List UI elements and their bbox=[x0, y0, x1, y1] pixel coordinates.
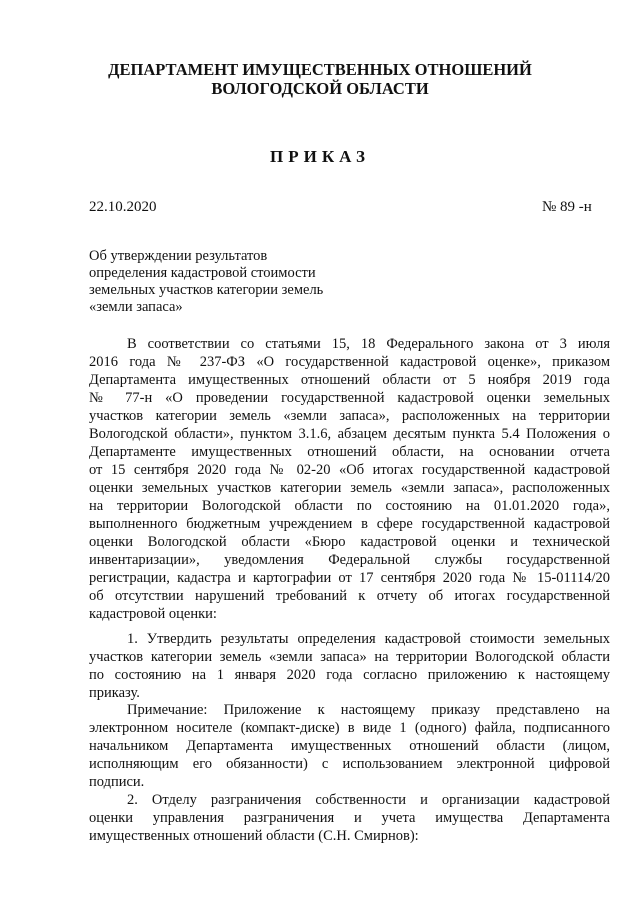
paragraph-line: выполненного бюджетным учреждением в сфере государственной кадастровой bbox=[89, 516, 610, 532]
paragraph-line: приказу. bbox=[89, 685, 140, 701]
paragraph-line: по состоянию на 1 января 2020 года согласно приложению к настоящему bbox=[89, 667, 610, 683]
paragraph-line: 1. Утвердить результаты определения кадастровой стоимости земельных bbox=[127, 631, 610, 647]
subject-line: Об утверждении результатов bbox=[89, 248, 268, 264]
paragraph-line: № 77-н «О проведении государственной кадастровой оценки земельных bbox=[89, 390, 610, 406]
paragraph-line: об отсутствии нарушений требований к отчету об итогах государственной bbox=[89, 588, 610, 604]
paragraph-line: В соответствии со статьями 15, 18 Федерального закона от 3 июля bbox=[127, 336, 610, 352]
paragraph-line: участков категории земель «земли запаса», расположенных на территории bbox=[89, 408, 610, 424]
subject-line: определения кадастровой стоимости bbox=[89, 265, 316, 281]
paragraph-line: начальником Департамента имущественных отношений области (лицом, bbox=[89, 738, 610, 754]
paragraph-line: на территории Вологодской области по состоянию на 01.01.2020 года», bbox=[89, 498, 610, 514]
organization-name-line1: ДЕПАРТАМЕНТ ИМУЩЕСТВЕННЫХ ОТНОШЕНИЙ bbox=[108, 60, 532, 79]
paragraph-line: инвентаризации», уведомления Федеральной службы государственной bbox=[89, 552, 610, 568]
paragraph-line: Департаменте имущественных отношений области, на основании отчета bbox=[89, 444, 610, 460]
order-number: № 89 -н bbox=[542, 199, 592, 215]
paragraph-line: Департамента имущественных отношений области от 5 ноября 2019 года bbox=[89, 372, 610, 388]
paragraph-line: оценки управления разграничения и учета имущества Департамента bbox=[89, 810, 610, 826]
subject-line: земельных участков категории земель bbox=[89, 282, 324, 298]
item-1-paragraph bbox=[89, 630, 610, 702]
paragraph-line: оценки земельных участков категории земель «земли запаса», расположенных bbox=[89, 480, 610, 496]
paragraph-line: подписи. bbox=[89, 774, 145, 790]
paragraph-line: регистрации, кадастра и картографии от 17 сентября 2020 года № 15-01114/20 bbox=[89, 570, 610, 586]
order-date: 22.10.2020 bbox=[89, 199, 157, 215]
paragraph-line: 2016 года № 237-ФЗ «О государственной кадастровой оценке», приказом bbox=[89, 354, 610, 370]
note-paragraph bbox=[89, 701, 610, 791]
paragraph-line: исполняющим его обязанности) с использованием электронной цифровой bbox=[89, 756, 610, 772]
paragraph-line: электронном носителе (компакт-диске) в виде 1 (одного) файла, подписанного bbox=[89, 720, 610, 736]
paragraph-line: Вологодской области», пунктом 3.1.6, абзацем десятым пункта 5.4 Положения о bbox=[89, 426, 610, 442]
paragraph-line: имущественных отношений области (С.Н. Смирнов): bbox=[89, 828, 419, 844]
preamble-paragraph bbox=[89, 335, 610, 623]
paragraph-line: кадастровой оценки: bbox=[89, 606, 217, 622]
document-title: ПРИКАЗ bbox=[270, 147, 370, 166]
paragraph-line: Примечание: Приложение к настоящему приказу представлено на bbox=[127, 702, 610, 718]
subject-line: «земли запаса» bbox=[89, 299, 183, 315]
organization-name-line2: ВОЛОГОДСКОЙ ОБЛАСТИ bbox=[211, 79, 429, 98]
paragraph-line: от 15 сентября 2020 года № 02-20 «Об итогах государственной кадастровой bbox=[89, 462, 610, 478]
item-2-paragraph bbox=[89, 791, 610, 845]
paragraph-line: оценки Вологодской области «Бюро кадастровой оценки и технической bbox=[89, 534, 610, 550]
paragraph-line: 2. Отделу разграничения собственности и организации кадастровой bbox=[127, 792, 610, 808]
order-subject bbox=[89, 248, 379, 316]
paragraph-line: участков категории земель «земли запаса» на территории Вологодской области bbox=[89, 649, 610, 665]
